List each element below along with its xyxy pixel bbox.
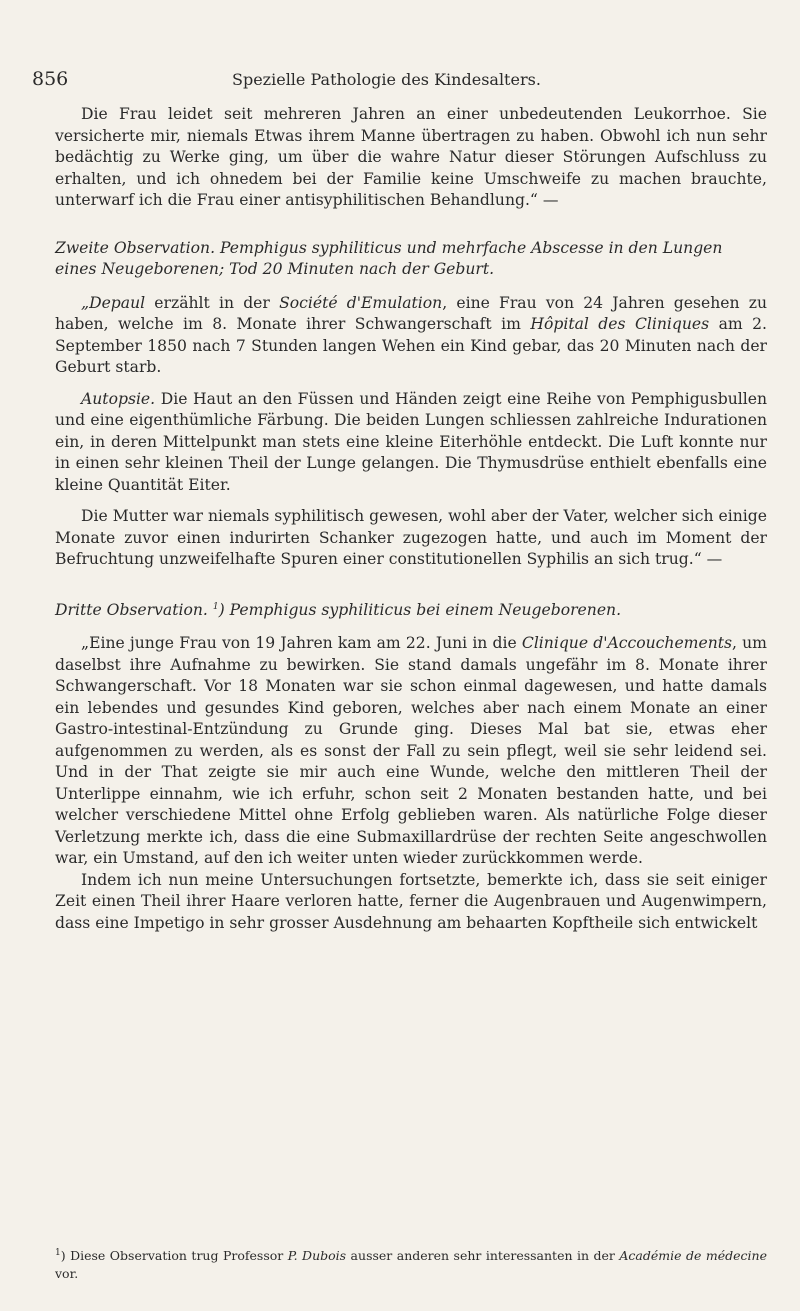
page-number: 856 xyxy=(32,68,69,90)
author-name: „Depaul xyxy=(81,293,146,312)
footnote-mark: 1 xyxy=(55,1248,61,1258)
autopsie-label: Autopsie. xyxy=(81,389,156,408)
clinic-name: Clinique d'Accouchements xyxy=(521,634,733,653)
text-run: vor. xyxy=(55,1266,79,1282)
society-name: Société d'Emulation xyxy=(279,293,443,312)
page-header xyxy=(32,68,768,102)
observation-3-heading xyxy=(55,597,767,622)
paragraph-mutter: Die Mutter war niemals syphilitisch gewesen, wohl aber der Vater, welcher sich einige Monate zuvor einen indurirten Schanker zugezogen hatte, und auch im Moment der Befruchtung unzweifelhafte Spuren einer constitutionellen Syphilis an sich trug.“ — xyxy=(55,507,767,568)
text-run: , eine Frau von 24 Jahren gesehen zu haben, welche im 8. Monate ihrer Schwangerschaft im xyxy=(55,293,767,333)
footnote xyxy=(55,1244,767,1283)
observation-2-heading: Zweite Observation. Pemphigus syphiliticus und mehrfache Abscesse in den Lungen eines Neugeborenen; Tod 20 Minuten nach der Geburt. xyxy=(55,238,723,278)
hospital-name: Hôpital des Cliniques xyxy=(530,315,710,333)
paragraph-leukorrhoe: Die Frau leidet seit mehreren Jahren an einer unbedeutenden Leukorrhoe. Sie versicherte mir, niemals Etwas ihrem Manne übertragen zu haben. Obwohl ich nun sehr bedächtig zu Werke ging, um über die wahre Natur dieser Störungen Aufschluss zu erhalten, und ich ohnedem bei der Familie keine Umschweife zu machen brauchte, unterwarf ich die Frau einer antisyphilitischen Behandlung.“ — xyxy=(55,105,767,209)
footnote-ref[interactable]: 1 xyxy=(212,601,219,612)
text-run: Die Haut an den Füssen und Händen zeigt eine Reihe von Pemphigusbullen und eine eigenthümliche Färbung. Die beiden Lungen schliessen zahlreiche Indurationen ein, in deren Mittelpunkt man stets eine kleine Eiterhöhle entdeckt. Die Luft konnte nur in einen sehr kleinen Theil der Lunge gelangen. Die Thymusdrüse enthielt ebenfalls eine kleine Quantität Eiter. xyxy=(55,389,767,494)
text-run: ausser anderen sehr interessanten in der xyxy=(346,1248,620,1264)
text-run: , um daselbst ihre Aufnahme zu bewirken. Sie stand damals ungefähr im 8. Monate ihrer Schwangerschaft. Vor 18 Monaten war sie schon einmal dagewesen, und hatte damals ein lebendes und gesundes Kind geboren, welches aber nach einem Monate an einer Gastro-intestinal-Entzündung zu Grunde ging. Dieses Mal bat sie, etwas eher aufgenommen zu werden, als es sonst der Fall zu sein pflegt, weil sie sehr leidend sei. Und in der That zeigte sie mir auch eine Wunde, welche den mittleren Theil der Unterlippe einnahm, wie ich erfuhr, schon seit 2 Monaten bestanden hatte, und bei welcher verschiedene Mittel ohne Erfolg geblieben waren. Als natürliche Folge dieser Verletzung merkte ich, dass die eine Submaxillardrüse der rechten Seite angeschwollen war, ein Umstand, auf den ich weiter unten wieder zurückkommen werde. xyxy=(55,634,767,868)
obs3-subtitle: ) Pemphigus syphiliticus bei einem Neugeborenen. xyxy=(218,600,622,619)
academy-name: Académie de médecine xyxy=(619,1248,767,1264)
paragraph-autopsie xyxy=(55,389,767,497)
obs3-title: Dritte Observation. xyxy=(55,600,208,619)
text-run: „Eine junge Frau von 19 Jahren kam am 22. Juni in die xyxy=(81,634,522,653)
text-run: ) Diese Observation trug Professor xyxy=(60,1248,288,1264)
page-body xyxy=(55,104,767,934)
text-run: erzählt in der xyxy=(145,293,280,312)
paragraph-depaul xyxy=(55,293,767,379)
running-title: Spezielle Pathologie des Kindesalters. xyxy=(232,70,541,89)
professor-name: P. Dubois xyxy=(287,1248,347,1264)
paragraph-junge-frau xyxy=(55,633,767,870)
text-run: am 2. September 1850 nach 7 Stunden langen Wehen ein Kind gebar, das 20 Minuten nach der Geburt starb. xyxy=(55,315,767,376)
paragraph-untersuchungen: Indem ich nun meine Untersuchungen fortsetzte, bemerkte ich, dass sie seit einiger Zeit einen Theil ihrer Haare verloren hatte, ferner die Augenbrauen und Augenwimpern, dass eine Impetigo in sehr grosser Ausdehnung am behaarten Kopftheile sich entwickelt xyxy=(55,870,767,932)
